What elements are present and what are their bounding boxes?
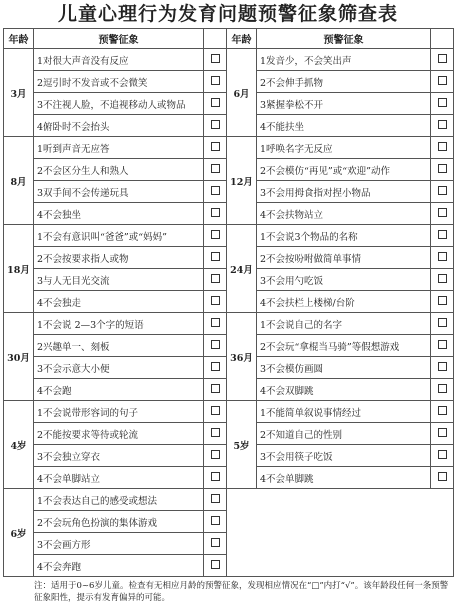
checkbox-cell[interactable] (204, 71, 227, 93)
age-cell: 6月 (227, 49, 257, 137)
checkbox-cell[interactable] (431, 467, 454, 489)
checkbox[interactable] (438, 318, 447, 327)
checkbox[interactable] (438, 186, 447, 195)
checkbox-cell[interactable] (204, 445, 227, 467)
checkbox-cell[interactable] (204, 181, 227, 203)
warning-sign-item: 4不会扶栏上楼梯/台阶 (257, 291, 431, 313)
warning-sign-item: 4俯卧时不会抬头 (34, 115, 204, 137)
warning-sign-item: 3不会模仿画圆 (257, 357, 431, 379)
warning-sign-item: 1不会说自己的名字 (257, 313, 431, 335)
checkbox-cell[interactable] (204, 225, 227, 247)
checkbox[interactable] (211, 428, 220, 437)
checkbox[interactable] (438, 384, 447, 393)
checkbox[interactable] (211, 98, 220, 107)
warning-sign-item: 3与人无目光交流 (34, 269, 204, 291)
checkbox[interactable] (438, 230, 447, 239)
age-cell: 18月 (4, 225, 34, 313)
checkbox[interactable] (211, 362, 220, 371)
checkbox-cell[interactable] (204, 269, 227, 291)
checkbox-cell[interactable] (204, 423, 227, 445)
checkbox[interactable] (211, 230, 220, 239)
warning-sign-item: 4不会单脚站立 (34, 467, 204, 489)
warning-sign-item: 1不会说 2—3个字的短语 (34, 313, 204, 335)
signs-header: 预警征象 (34, 29, 204, 49)
checkbox[interactable] (211, 142, 220, 151)
checkbox[interactable] (211, 538, 220, 547)
warning-sign-item: 2不会模仿“再见”或“欢迎”动作 (257, 159, 431, 181)
checkbox[interactable] (211, 318, 220, 327)
warning-sign-item: 4不能扶坐 (257, 115, 431, 137)
checkbox-cell[interactable] (431, 181, 454, 203)
checkbox-cell[interactable] (204, 401, 227, 423)
table-row (4, 137, 454, 159)
checkbox[interactable] (211, 472, 220, 481)
checkbox[interactable] (438, 340, 447, 349)
checkbox[interactable] (438, 120, 447, 129)
checkbox[interactable] (211, 560, 220, 569)
checkbox[interactable] (438, 274, 447, 283)
checkbox[interactable] (211, 120, 220, 129)
age-cell: 36月 (227, 313, 257, 401)
checkbox-cell[interactable] (431, 115, 454, 137)
checkbox[interactable] (211, 516, 220, 525)
warning-sign-item: 2不会伸手抓物 (257, 71, 431, 93)
checkbox-cell[interactable] (204, 555, 227, 577)
warning-sign-item: 3不会用勺吃饭 (257, 269, 431, 291)
warning-sign-item: 2不能按要求等待或轮流 (34, 423, 204, 445)
empty-cell (227, 489, 454, 577)
checkbox[interactable] (438, 406, 447, 415)
warning-sign-item: 4不会跑 (34, 379, 204, 401)
checkbox-cell[interactable] (431, 335, 454, 357)
table-row (4, 225, 454, 247)
warning-sign-item: 2不会按吩咐做简单事情 (257, 247, 431, 269)
checkbox[interactable] (211, 340, 220, 349)
checkbox[interactable] (211, 494, 220, 503)
checkbox-cell[interactable] (431, 49, 454, 71)
checkbox[interactable] (438, 252, 447, 261)
checkbox[interactable] (438, 142, 447, 151)
checkbox[interactable] (438, 208, 447, 217)
checkbox-cell[interactable] (204, 313, 227, 335)
warning-sign-item: 1不会表达自己的感受或想法 (34, 489, 204, 511)
warning-sign-item: 3紧握拳松不开 (257, 93, 431, 115)
checkbox-cell[interactable] (431, 379, 454, 401)
checkbox-cell[interactable] (204, 93, 227, 115)
table-row (4, 401, 454, 423)
checkbox-cell[interactable] (204, 489, 227, 511)
page-title: 儿童心理行为发育问题预警征象筛查表 (57, 3, 398, 25)
warning-sign-item: 4不会单脚跳 (257, 467, 431, 489)
warning-sign-item: 1不能简单叙说事情经过 (257, 401, 431, 423)
age-cell: 6岁 (4, 489, 34, 577)
warning-sign-item: 4不会扶物站立 (257, 203, 431, 225)
checkbox[interactable] (211, 54, 220, 63)
warning-sign-item: 2不会按要求指人或物 (34, 247, 204, 269)
age-header: 年龄 (4, 29, 34, 49)
checkbox[interactable] (211, 252, 220, 261)
warning-sign-item: 1发音少，不会笑出声 (257, 49, 431, 71)
header-row (4, 29, 454, 49)
checkbox-cell[interactable] (204, 533, 227, 555)
signs-header: 预警征象 (257, 29, 431, 49)
warning-sign-item: 2逗引时不发音或不会微笑 (34, 71, 204, 93)
checkbox-cell[interactable] (204, 159, 227, 181)
checkbox-cell[interactable] (204, 335, 227, 357)
table-row (4, 313, 454, 335)
checkbox-cell[interactable] (204, 511, 227, 533)
checkbox[interactable] (438, 428, 447, 437)
age-cell: 12月 (227, 137, 257, 225)
warning-sign-item: 4不会独坐 (34, 203, 204, 225)
warning-sign-item: 1对很大声音没有反应 (34, 49, 204, 71)
check-header (204, 29, 227, 49)
screening-table (3, 28, 454, 577)
age-cell: 3月 (4, 49, 34, 137)
warning-sign-item: 1不会说带形容词的句子 (34, 401, 204, 423)
warning-sign-item: 2兴趣单一、刻板 (34, 335, 204, 357)
checkbox[interactable] (211, 186, 220, 195)
checkbox[interactable] (211, 406, 220, 415)
checkbox[interactable] (438, 472, 447, 481)
checkbox-cell[interactable] (431, 423, 454, 445)
checkbox[interactable] (438, 54, 447, 63)
age-cell: 5岁 (227, 401, 257, 489)
footnote: 注：适用于0~6岁儿童。检查有无相应月龄的预警征象，发现相应情况在“□”内打“√”。该年龄段任何一条预警征象阳性，提示有发育偏异的可能。 (34, 581, 449, 603)
warning-sign-item: 1不会说3个物品的名称 (257, 225, 431, 247)
check-header (431, 29, 454, 49)
checkbox-cell[interactable] (431, 291, 454, 313)
warning-sign-item: 2不会区分生人和熟人 (34, 159, 204, 181)
warning-sign-item: 4不会双脚跳 (257, 379, 431, 401)
checkbox-cell[interactable] (431, 93, 454, 115)
age-cell: 8月 (4, 137, 34, 225)
age-cell: 4岁 (4, 401, 34, 489)
warning-sign-item: 3不会用筷子吃饭 (257, 445, 431, 467)
checkbox[interactable] (211, 164, 220, 173)
checkbox-cell[interactable] (431, 137, 454, 159)
checkbox-cell[interactable] (431, 269, 454, 291)
checkbox-cell[interactable] (204, 247, 227, 269)
checkbox-cell[interactable] (431, 357, 454, 379)
warning-sign-item: 3不会画方形 (34, 533, 204, 555)
checkbox[interactable] (438, 98, 447, 107)
checkbox[interactable] (211, 384, 220, 393)
warning-sign-item: 3不会示意大小便 (34, 357, 204, 379)
table-row (4, 489, 454, 511)
checkbox[interactable] (211, 296, 220, 305)
checkbox-cell[interactable] (204, 379, 227, 401)
checkbox-cell[interactable] (204, 49, 227, 71)
warning-sign-item: 2不知道自己的性别 (257, 423, 431, 445)
warning-sign-item: 3不注视人脸，不追视移动人或物品 (34, 93, 204, 115)
checkbox-cell[interactable] (204, 137, 227, 159)
checkbox[interactable] (438, 296, 447, 305)
checkbox-cell[interactable] (204, 357, 227, 379)
warning-sign-item: 3不会独立穿衣 (34, 445, 204, 467)
checkbox-cell[interactable] (204, 203, 227, 225)
checkbox[interactable] (211, 274, 220, 283)
table-row (4, 49, 454, 71)
checkbox-cell[interactable] (431, 203, 454, 225)
checkbox[interactable] (211, 76, 220, 85)
checkbox[interactable] (438, 76, 447, 85)
checkbox-cell[interactable] (431, 247, 454, 269)
warning-sign-item: 1呼唤名字无反应 (257, 137, 431, 159)
age-cell: 24月 (227, 225, 257, 313)
checkbox-cell[interactable] (431, 401, 454, 423)
age-cell: 30月 (4, 313, 34, 401)
checkbox[interactable] (438, 362, 447, 371)
warning-sign-item: 3双手间不会传递玩具 (34, 181, 204, 203)
checkbox-cell[interactable] (204, 467, 227, 489)
warning-sign-item: 1听到声音无应答 (34, 137, 204, 159)
checkbox-cell[interactable] (431, 445, 454, 467)
warning-sign-item: 2不会玩角色扮演的集体游戏 (34, 511, 204, 533)
checkbox[interactable] (438, 164, 447, 173)
warning-sign-item: 2不会玩“拿棍当马骑”等假想游戏 (257, 335, 431, 357)
checkbox[interactable] (211, 208, 220, 217)
age-header: 年龄 (227, 29, 257, 49)
warning-sign-item: 1不会有意识叫“爸爸”或“妈妈” (34, 225, 204, 247)
checkbox-cell[interactable] (204, 115, 227, 137)
warning-sign-item: 3不会用拇食指对捏小物品 (257, 181, 431, 203)
checkbox-cell[interactable] (431, 313, 454, 335)
checkbox-cell[interactable] (431, 225, 454, 247)
warning-sign-item: 4不会奔跑 (34, 555, 204, 577)
warning-sign-item: 4不会独走 (34, 291, 204, 313)
checkbox-cell[interactable] (431, 159, 454, 181)
checkbox-cell[interactable] (204, 291, 227, 313)
checkbox[interactable] (211, 450, 220, 459)
checkbox[interactable] (438, 450, 447, 459)
checkbox-cell[interactable] (431, 71, 454, 93)
